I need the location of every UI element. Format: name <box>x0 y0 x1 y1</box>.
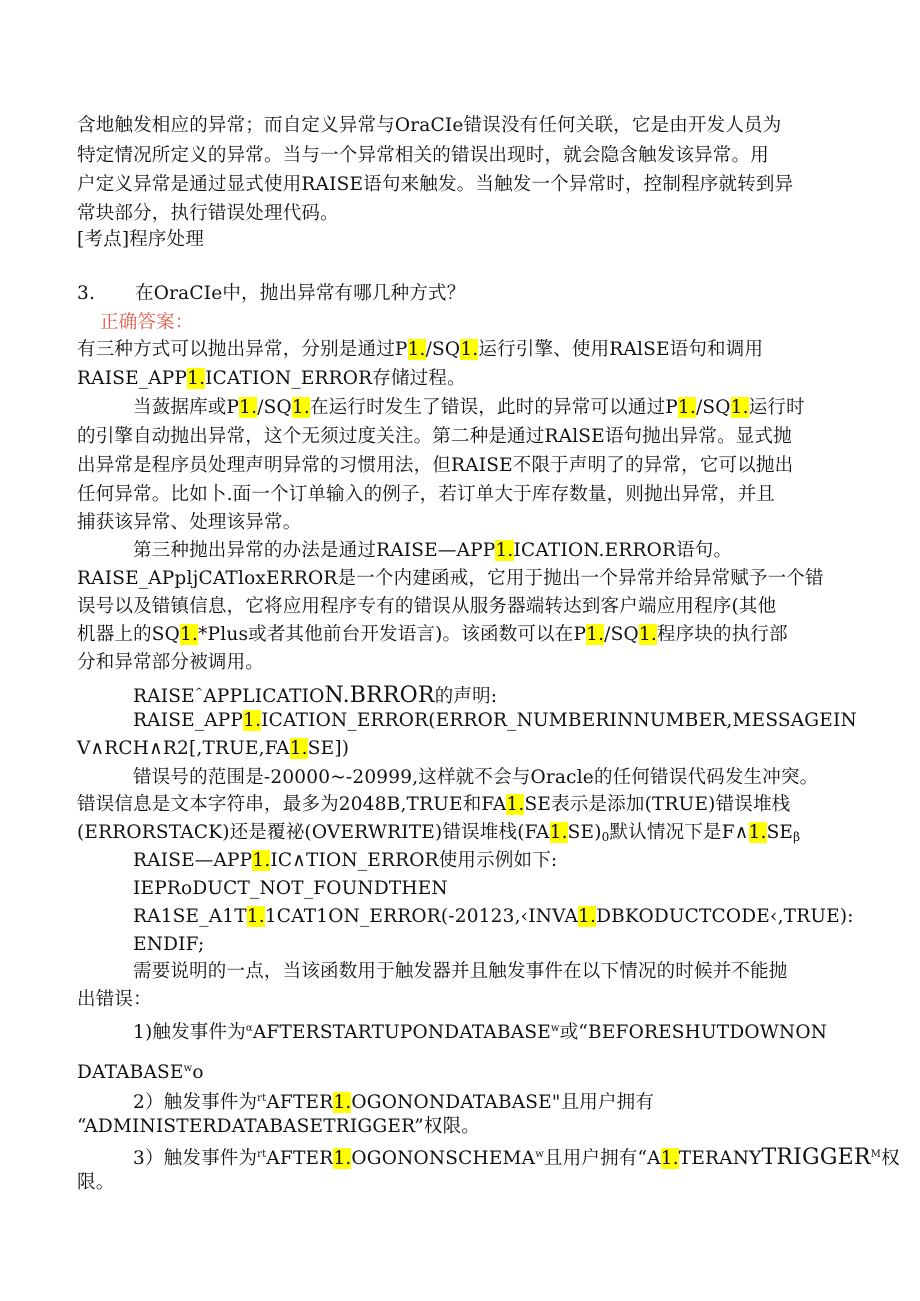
code-line: RAISE—APP1.IC∧TION_ERROR使用示例如下: <box>133 850 558 871</box>
code-line: RAISE^APPLICATION.BRROR的声明: <box>133 683 498 708</box>
text-line: 错误号的范围是-20000~-20999,这样就不会与Oracle的任何错误代码发生冲突。 <box>133 767 819 788</box>
text-line: 当蔹据库或P1./SQ1.在运行时发生了错误，此时的异常可以通过P1./SQ1.运行时 <box>133 397 805 418</box>
text-line: 的引擎自动抛出异常，这个无须过度关注。第二种是通过RAlSE语句抛出异常。显式抛 <box>77 426 792 447</box>
text-line: (ERRORSTACK)还是覆祕(OVERWRITE)错误堆栈$(FA1.SE)_0$默认情况下是$F\wedge 1.SE_\beta$ <box>77 822 801 844</box>
answer-label: 正确答案： <box>100 312 194 333</box>
code-line: RA1SE_A1T1.1CAT1ON_ERROR(-20123,‹INVA1.DBKODUCTCODE‹,TRUE): <box>133 906 854 927</box>
text-line: 任何异常。比如卜.面一个订单输入的例子，若订单大于库存数量，则抛出异常，并且 <box>77 484 775 505</box>
question-text: 在OraCIe中，抛出异常有哪几种方式？ <box>135 283 466 304</box>
topic-tag: [考点]程序处理 <box>77 229 205 250</box>
text-line: RAISE_APP1.ICATION_ERROR存储过程。 <box>77 368 466 389</box>
text-line: 第三种抛出异常的办法是通过RAISE—APP1.ICATION.ERROR语句。 <box>133 540 733 561</box>
list-item: “ADMINISTERDATABASETRIGGER”权限。 <box>77 1116 480 1137</box>
text-line: 有三种方式可以抛出异常，分别是通过P1./SQ1.运行引擎、使用RAlSE语句和调用 <box>77 339 764 360</box>
text-line: RAISE_APpljCATloxERROR是一个内建函戒，它用于抛出一个异常并给异常赋予一个错 <box>77 568 824 589</box>
text-line: 误号以及错镇信息，它将应用程序专有的错误从服务器端转达到客户端应用程序(其他 <box>77 596 777 617</box>
list-item: 1)触发事件为$^\alpha$AFTERSTARTUPONDATABASE$^w$或“BEFORESHUTDOWNON <box>133 1022 828 1043</box>
list-item: DATABASE$^w$o <box>77 1062 204 1083</box>
code-line: RAISE_APP1.ICATION_ERROR(ERROR_NUMBERINNUMBER,MESSAGEIN <box>133 710 857 731</box>
text-line: 户定义异常是通过显式使用RAISE语句来触发。当触发一个异常时，控制程序就转到异 <box>77 174 794 195</box>
code-line: V∧RCH∧R2[,TRUE,FA1.SE]) <box>77 738 350 759</box>
question-number: 3. <box>77 283 96 304</box>
text-line: 捕获该异常、处理该异常。 <box>77 512 302 533</box>
code-line: IEPRoDUCT_NOT_FOUNDTHEN <box>133 878 448 899</box>
code-line: ENDIF; <box>133 934 205 955</box>
list-item: 3）触发事件为$^{rt}$AFTER1.OGONONSCHEMA$^w$且用户拥有“$A1.TERANYTRIGGER^M$权 <box>133 1145 900 1170</box>
text-line: 特定情况所定义的异常。当与一个异常相关的错误出现时，就会隐含触发该异常。用 <box>77 145 769 166</box>
list-item: 限。 <box>77 1172 115 1193</box>
text-line: 错误信息是文本字符串，最多为2048B,TRUE和FA1.SE表示是添加(TRUE)错误堆栈 <box>77 794 791 815</box>
text-line: 出错误： <box>77 989 152 1010</box>
text-line: 分和异常部分被调用。 <box>77 652 265 673</box>
text-line: 机器上的SQ1.*Plus或者其他前台开发语言)。该函数可以在P1./SQ1.程序块的执行部 <box>77 624 788 645</box>
text-line: 常块部分，执行错误处理代码。 <box>77 203 339 224</box>
text-line: 出异常是程序员处理声明异常的习惯用法，但RAISE不限于声明了的异常，它可以抛出 <box>77 455 794 476</box>
list-item: 2）触发事件为$^{rt}$AFTER1.OGONONDATABASE"且用户拥有 <box>133 1092 655 1113</box>
text-line: 含地触发相应的异常；而自定义异常与OraCIe错误没有任何关联，它是由开发人员为 <box>77 115 782 136</box>
text-line: 需要说明的一点，当该函数用于触发器并且触发事件在以下情况的时候并不能抛 <box>133 961 788 982</box>
